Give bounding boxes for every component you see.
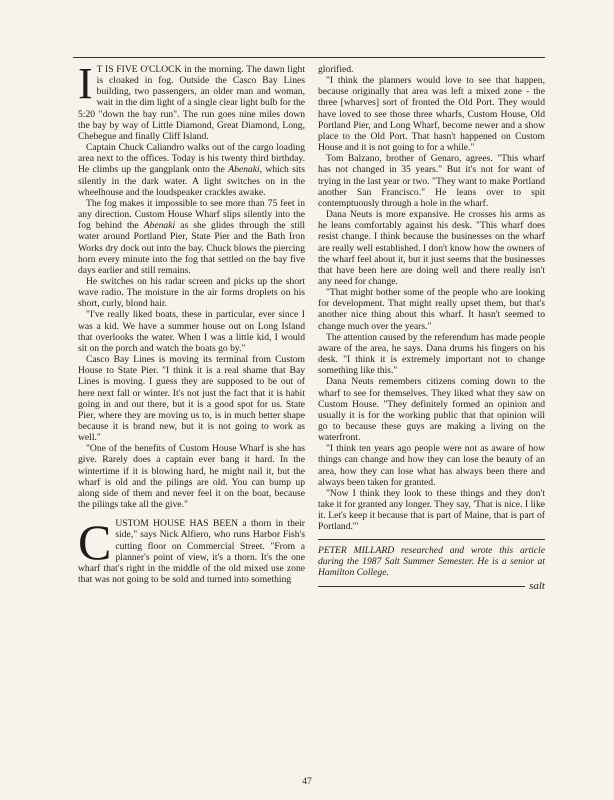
body-paragraph: Dana Neuts remembers citizens coming down to the wharf to see for themselves. They liked what they saw on Custom House. "They definitely formed an opinion and usually it is for the working public that that opinion will go to because these guys are making a living on the waterfront.	[318, 376, 545, 444]
body-paragraph: Tom Balzano, brother of Genaro, agrees. "This wharf has not changed in 35 years." But it's not for want of trying in the last year or two. "They want to make Portland another San Francisco." He leans over to spit contemptuously through a hole in the wharf.	[318, 153, 545, 209]
page-number: 47	[302, 776, 312, 787]
top-rule	[73, 57, 545, 58]
body-paragraph: He switches on his radar screen and picks up the short wave radio. The moisture in the air forms droplets on his short, curly, blond hair.	[78, 275, 305, 310]
body-paragraph: "That might bother some of the people who are looking for development. That might really upset them, but that's another nice thing about this wharf. It hasn't seemed to change much over the years."	[318, 287, 545, 332]
credit-rule	[318, 539, 545, 540]
vessel-name: Abenaki	[228, 164, 260, 176]
body-paragraph: Captain Chuck Caliandro walks out of the cargo loading area next to the offices. Today is his twenty third birthday. He climbs up the gangplank onto the Abenaki, which sits silently in the dark water. A light switches on in the wheelhouse and the loudspeaker crackles awake.	[78, 142, 305, 198]
body-paragraph: Casco Bay Lines is moving its terminal from Custom House to State Pier. "I think it is a real shame that Bay Lines is moving. I guess they are supposed to be out of here next fall or winter. It's not just the fact that it is habit going in and out there, but it is a good spot for us. State Pier, where they are moving us to, is in much better shape because it is brand new, but it is not going to work as well."	[78, 354, 305, 444]
author-credit: PETER MILLARD researched and wrote this article during the 1987 Salt Summer Semester. He is a senior at Hamilton College.	[318, 544, 545, 578]
body-paragraph: The fog makes it impossible to see more than 75 feet in any direction. Custom House Wharf slips silently into the fog behind the Abenaki as she glides through the still water around Portland Pier, State Pier and the Bath Iron Works dry dock out into the bay. Chuck blows the piercing horn every minute into the fog that settled on the bay five days earlier and still remains.	[78, 197, 305, 276]
body-paragraph: "Now I think they look to these things and they don't take it for granted any longer. They say, 'That is nice. I like it. Let's keep it because that is part of Maine, that is part of Portland.'"	[318, 487, 545, 533]
drop-cap: I	[78, 59, 93, 108]
left-column	[78, 59, 306, 586]
signature-rule	[318, 586, 525, 587]
opening-paragraph: I T IS FIVE O'CLOCK in the morning. The dawn light is cloaked in fog. Outside the Casco Bay Lines building, two passengers, an older man and woman, wait in the dim light of a single clear light bulb for the 5:20 "down the bay run". The run goes nine miles down the bay by way of Little Diamond, Great Diamond, Long, Chebegue and finally Cliff Island.	[78, 59, 306, 142]
continuation-text: glorified.	[318, 64, 354, 75]
drop-cap: C	[78, 514, 112, 571]
salt-signature: salt	[529, 580, 545, 593]
body-paragraph: The attention caused by the referendum has made people aware of the area, he says. Dana drums his fingers on his desk. "I think it is extremely important not to change something like this."	[318, 331, 545, 377]
body-paragraph: "I think the planners would love to see that happen, because originally that area was left a mixed zone - the three [wharves] sort of fronted the Old Port. They would have loved to see those three wharfs, Custom House, Old Portland Pier, and Long Wharf, become newer and a show place to the Old Port. That hasn't happened on Custom House and it is not going to for a while."	[318, 75, 545, 154]
body-paragraph: "One of the benefits of Custom House Wharf is she has give. Rarely does a captain ever bang it hard. In the wintertime if it is blowing hard, he might nail it, but the wharf is old and the pilings are old. You can bump up along side of them and never feel it on the boat, because the pilings take all the give."	[78, 443, 305, 511]
body-paragraph: Dana Neuts is more expansive. He crosses his arms as he leans comfortably against his desk. "This wharf does resist change. I think because the businesses on the wharf are really well established. I don't know how the owners of the wharf feel about it, but it just seems that the businesses that have been here are doing well and there really isn't any need for change.	[318, 209, 545, 287]
right-column	[318, 64, 545, 592]
body-paragraph: "I've really liked boats, these in particular, ever since I was a kid. We have a summer house out on Long Island that overlooks the water. When I was a little kid, I would sit on the porch and watch the boats go by."	[78, 309, 305, 354]
vessel-name: Abenaki	[143, 220, 176, 232]
body-paragraph: "I think ten years ago people were not as aware of how things can change and how they can lose the beauty of an area, how they can lose what has always been there and always been taken for granted.	[318, 443, 545, 488]
section-opening-paragraph: CUSTOM HOUSE HAS BEEN a thorn in their side," says Nick Alfiero, who runs Harbor Fish's cutting floor on Commercial Street. "From a planner's point of view, it's a thorn. It's the one wharf that's right in the middle of the old mixed use zone that was not going to be sold and turned into something	[78, 514, 305, 586]
